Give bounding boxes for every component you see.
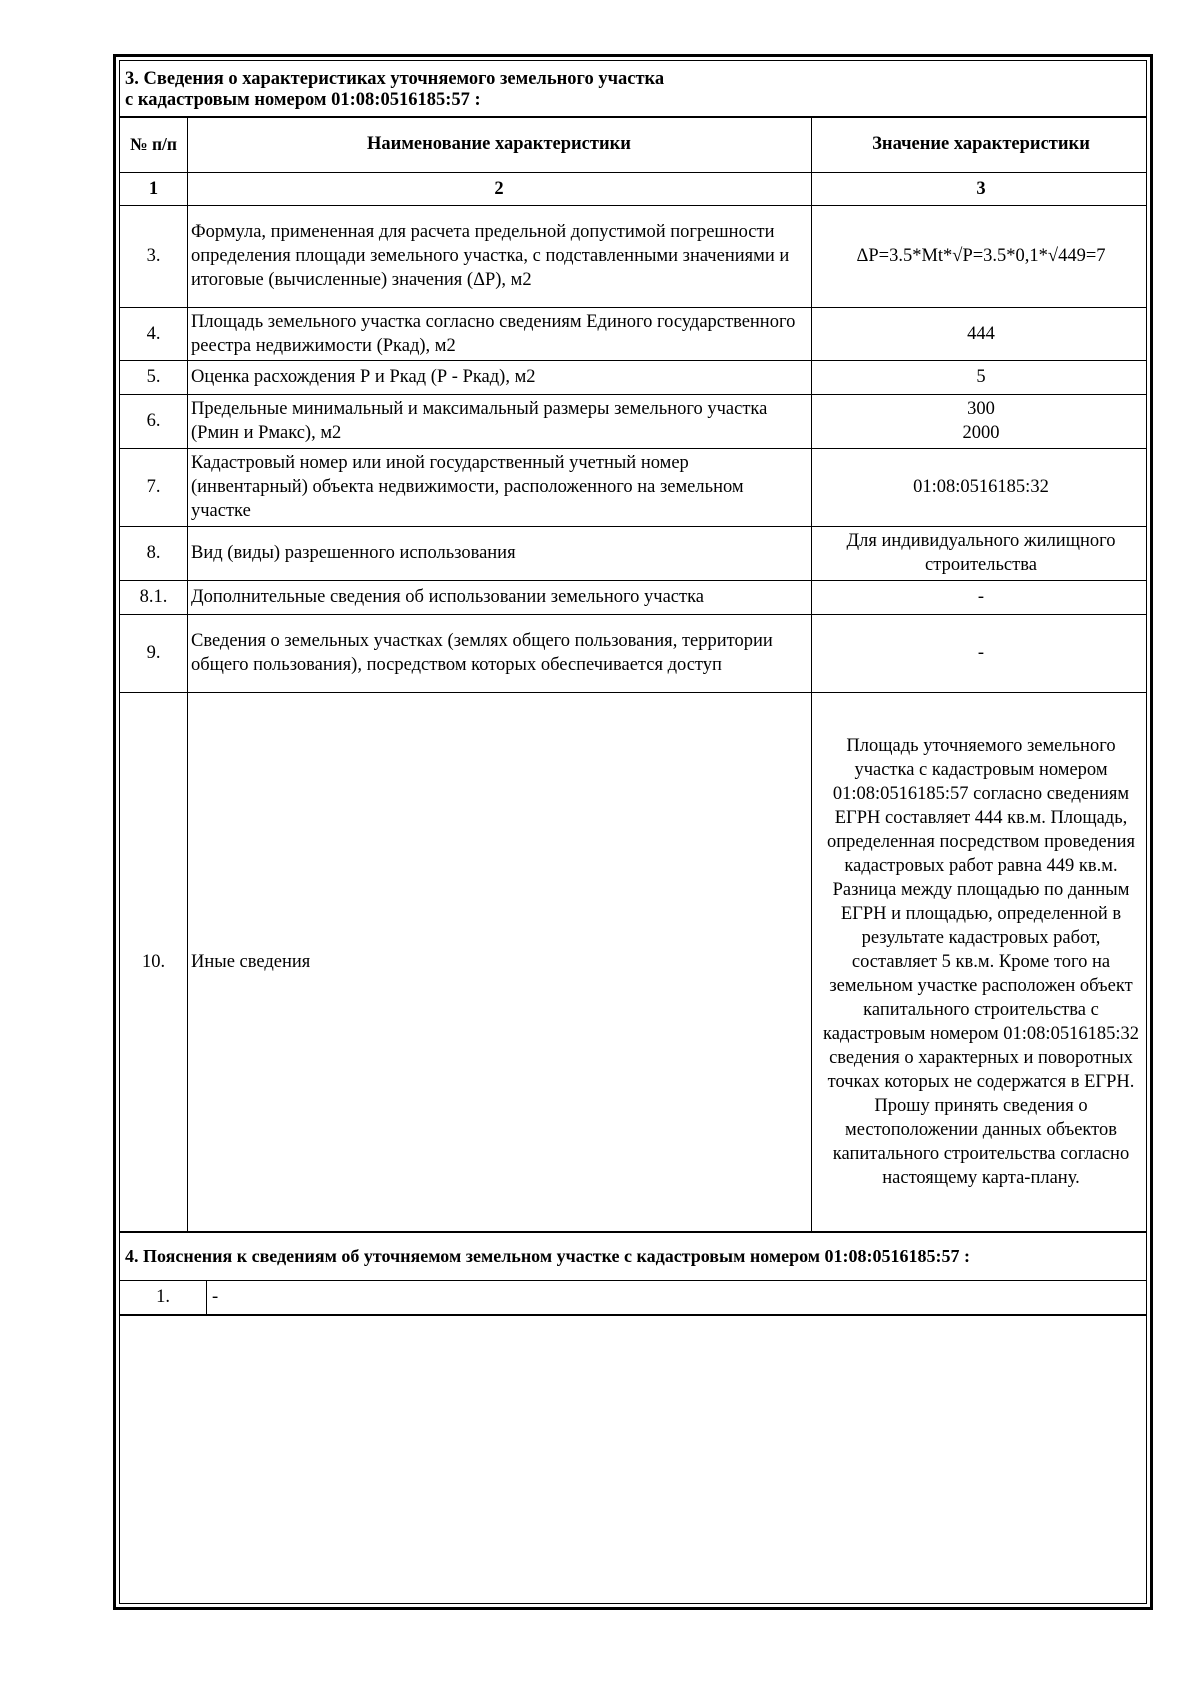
section4-title: 4. Пояснения к сведениям об уточняемом земельном участке с кадастровым номером 01:08:0516185:57 : <box>125 1245 971 1266</box>
row5-name: Оценка расхождения Р и Ркад (Р - Ркад), м2 <box>191 367 536 387</box>
section3-title <box>125 69 664 111</box>
row81-name: Дополнительные сведения об использовании земельного участка <box>191 587 704 607</box>
header-col-name: Наименование характеристики <box>367 134 631 154</box>
colnum-3: 3 <box>976 178 986 199</box>
rule-section4-row1-bottom <box>120 1314 1146 1316</box>
row9-number: 9. <box>146 643 161 663</box>
colnum-2: 2 <box>494 178 504 199</box>
row10-number: 10. <box>141 951 166 972</box>
row81-number: 8.1. <box>139 587 168 607</box>
row4-number: 4. <box>146 323 161 344</box>
row3-name: Формула, примененная для расчета предельной допустимой погрешности определения площади земельного участка, с подставленными значениями и итоговые (вычисленные) значения (ΔP), м2 <box>191 222 790 290</box>
row10-value: Площадь уточняемого земельного участка с кадастровым номером 01:08:0516185:57 согласно сведениям ЕГРН составляет 444 кв.м. Площадь, определенная посредством проведения кадастровых работ равна 449 кв.м. Разница между площадью по данным ЕГРН и площадью, определенной в результате кадастровых работ, составляет 5 кв.м. Кроме того на земельном участке расположен объект капитального строительства с кадастровым номером 01:08:0516185:32 сведения о характерных и поворотных точках которых не содержатся в ЕГРН. Прошу принять сведения о местоположении данных объектов капитального строительства согласно настоящему карта-плану. <box>823 735 1139 1188</box>
header-col-value: Значение характеристики <box>872 134 1090 154</box>
row10-name: Иные сведения <box>191 951 311 972</box>
section3-title-line2: с кадастровым номером 01:08:0516185:57 : <box>125 90 481 110</box>
section3-title-line1: 3. Сведения о характеристиках уточняемого земельного участка <box>125 69 665 89</box>
row6-name: Предельные минимальный и максимальный размеры земельного участка (Рмин и Рмакс), м2 <box>191 399 768 443</box>
row8-number: 8. <box>146 543 161 563</box>
header-col-number: № п/п <box>130 134 177 154</box>
document-frame <box>113 54 1153 1610</box>
row4-name: Площадь земельного участка согласно сведениям Единого государственного реестра недвижимости (Ркад), м2 <box>191 311 796 356</box>
row7-number: 7. <box>146 477 161 497</box>
row8-name: Вид (виды) разрешенного использования <box>191 543 516 563</box>
row5-value: 5 <box>976 367 986 387</box>
section4-row1-text: - <box>212 1287 219 1307</box>
row3-number: 3. <box>146 246 161 266</box>
row5-number: 5. <box>146 367 161 387</box>
row7-value: 01:08:0516185:32 <box>913 477 1049 497</box>
row3-value: ΔP=3.5*Mt*√P=3.5*0,1*√449=7 <box>856 246 1106 266</box>
document-inner-frame <box>119 60 1147 1604</box>
row9-value: - <box>977 643 985 663</box>
row81-value: - <box>977 587 985 607</box>
row6-number: 6. <box>146 411 161 431</box>
row8-value: Для индивидуального жилищного строительства <box>846 531 1116 575</box>
section4-row1-number: 1. <box>156 1287 170 1307</box>
row9-name: Сведения о земельных участках (землях общего пользования, территории общего пользования), посредством которых обеспечивается доступ <box>191 631 773 675</box>
row6-value: 300 2000 <box>962 399 1000 443</box>
row4-value: 444 <box>967 323 995 344</box>
colnum-1: 1 <box>148 178 159 199</box>
row7-name: Кадастровый номер или иной государственный учетный номер (инвентарный) объекта недвижимости, расположенного на земельном участке <box>191 453 744 521</box>
